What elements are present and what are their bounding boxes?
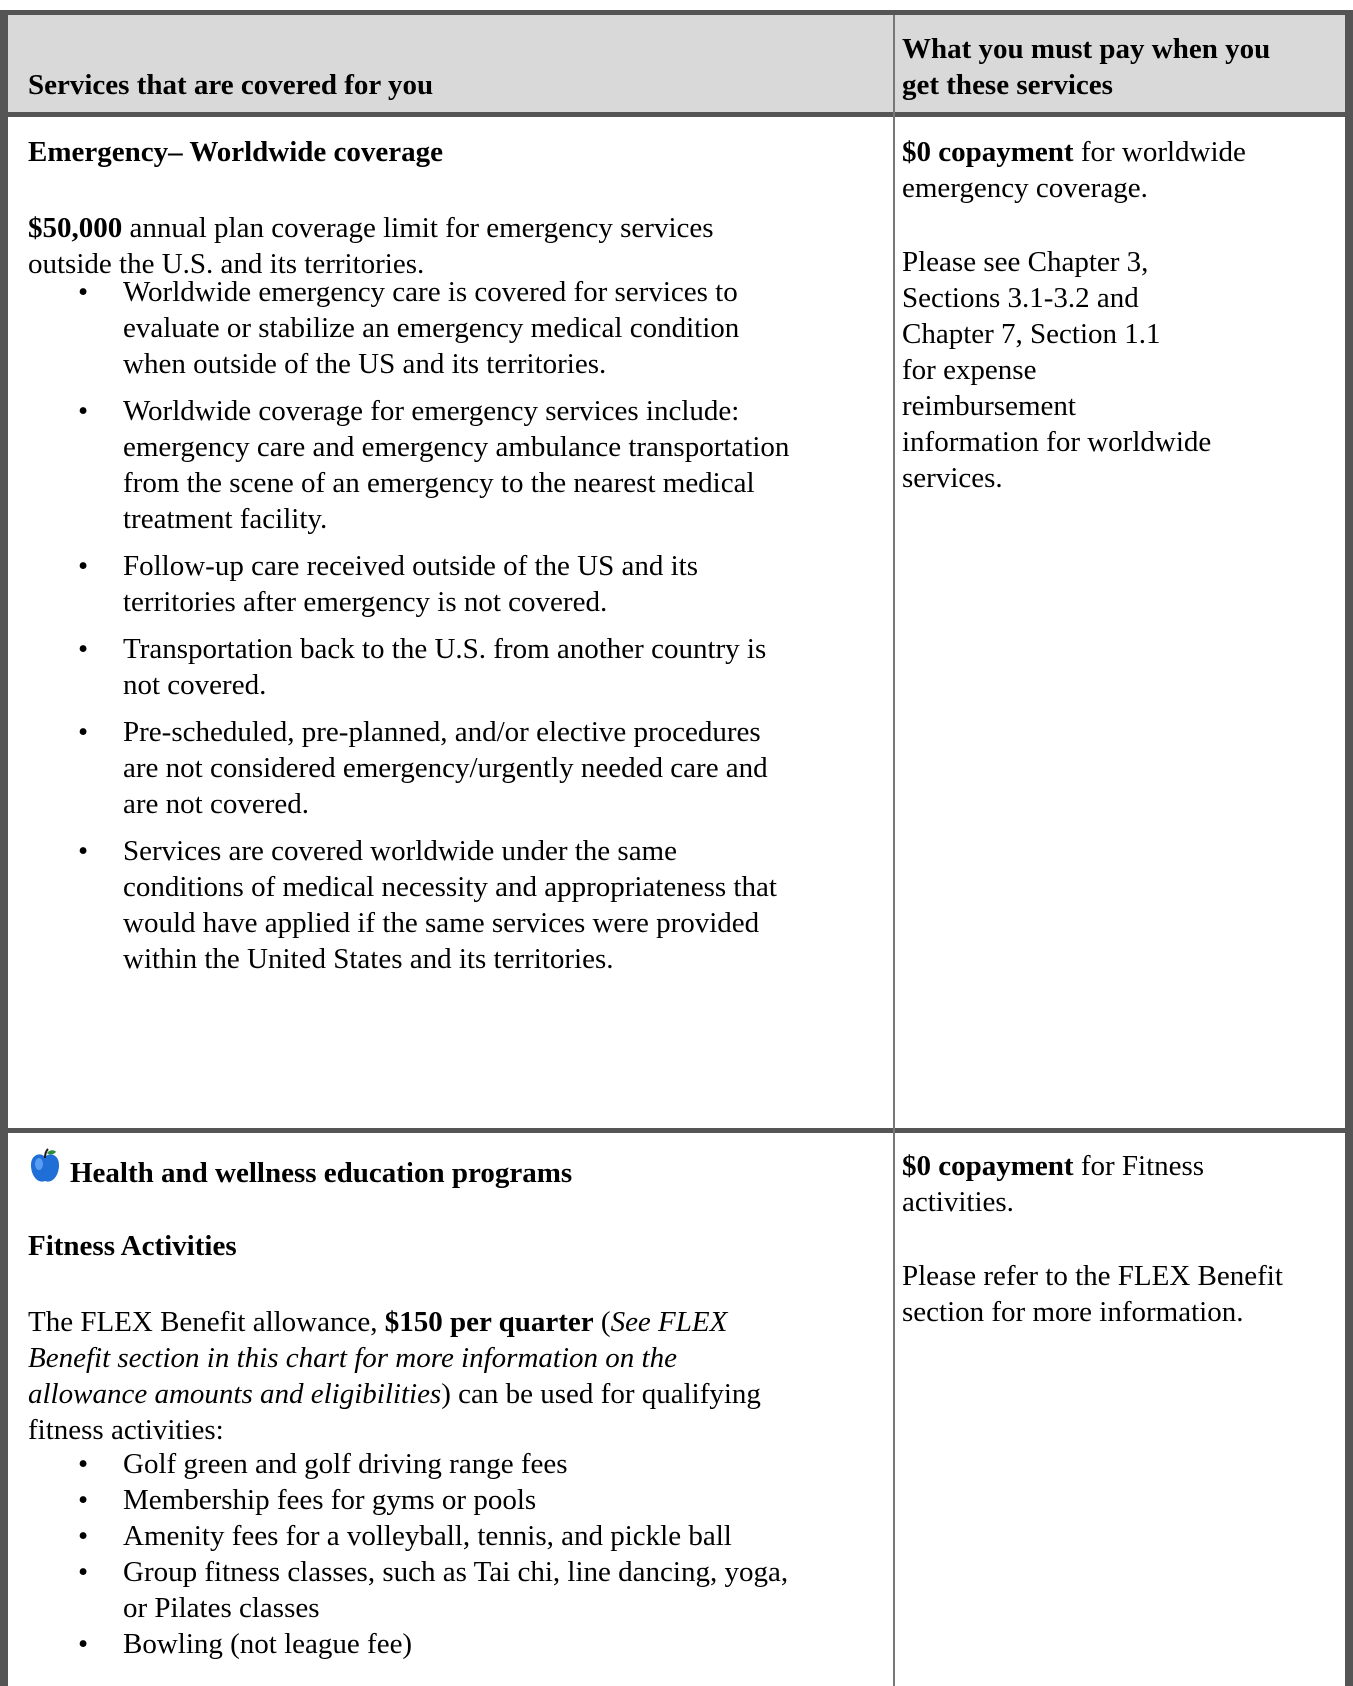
list-item-line: are not covered. (123, 788, 309, 820)
wellness-intro-line2: Benefit section in this chart for more information on the (28, 1342, 677, 1374)
list-item (28, 274, 789, 382)
pay-note-line: reimbursement (902, 390, 1076, 422)
list-item-line: • Group fitness classes, such as Tai chi, line dancing, yoga, (123, 1556, 789, 1588)
list-item (28, 393, 789, 537)
list-item-line: • Services are covered worldwide under the same (123, 835, 677, 867)
emergency-title: Emergency– Worldwide coverage (28, 136, 444, 168)
list-item (28, 1554, 788, 1626)
wellness-intro-line3: allowance amounts and eligibilities) can be used for qualifying (28, 1378, 761, 1410)
list-item-line: not covered. (123, 669, 267, 701)
list-item-line: from the scene of an emergency to the nearest medical (123, 467, 755, 499)
list-item (28, 631, 789, 703)
wellness-pay-note-line1: Please refer to the FLEX Benefit (902, 1260, 1283, 1292)
list-item-line: within the United States and its territories. (123, 943, 614, 975)
wellness-pay-note-line2: section for more information. (902, 1296, 1244, 1328)
emergency-pay-line2: emergency coverage. (902, 172, 1148, 204)
list-item-line: would have applied if the same services were provided (123, 907, 760, 939)
list-item (28, 1446, 788, 1482)
emergency-pay-line1: $0 copayment for worldwide (902, 136, 1246, 168)
wellness-title: Health and wellness education programs (70, 1157, 573, 1189)
pay-note-line: Please see Chapter 3, (902, 246, 1149, 278)
list-item-line: conditions of medical necessity and appropriateness that (123, 871, 777, 903)
emergency-pay-note (902, 244, 1211, 496)
list-item-line: territories after emergency is not covered. (123, 586, 608, 618)
wellness-pay-line1: $0 copayment for Fitness (902, 1150, 1205, 1182)
pay-note-line: Sections 3.1-3.2 and (902, 282, 1139, 314)
list-item (28, 1518, 788, 1554)
list-item (28, 714, 789, 822)
wellness-copay-amount: $0 copayment (902, 1150, 1074, 1182)
list-item-line: • Golf green and golf driving range fees (123, 1448, 568, 1480)
emergency-copay-amount: $0 copayment (902, 136, 1074, 168)
list-item-line: • Membership fees for gyms or pools (123, 1484, 537, 1516)
table-left-border (0, 10, 8, 1686)
list-item-line: • Follow-up care received outside of the US and its (123, 550, 699, 582)
wellness-intro-line4: fitness activities: (28, 1414, 224, 1446)
list-item-line: or Pilates classes (123, 1592, 320, 1624)
pay-note-line: information for worldwide (902, 426, 1212, 458)
pay-note-line: services. (902, 462, 1003, 494)
wellness-subtitle: Fitness Activities (28, 1230, 237, 1262)
emergency-limit-line2: outside the U.S. and its territories. (28, 248, 425, 280)
row-divider (0, 1128, 1353, 1133)
wellness-intro-line1: The FLEX Benefit allowance, $150 per quarter (See FLEX (28, 1306, 728, 1338)
list-item-line: • Worldwide emergency care is covered for services to (123, 276, 738, 308)
header-payment-line1: What you must pay when you (902, 33, 1271, 65)
header-payment-line2: get these services (902, 69, 1113, 101)
list-item-line: • Amenity fees for a volleyball, tennis, and pickle ball (123, 1520, 732, 1552)
emergency-limit-amount: $50,000 (28, 212, 123, 244)
header-divider (0, 112, 1353, 117)
list-item-line: • Transportation back to the U.S. from another country is (123, 633, 767, 665)
list-item-line: are not considered emergency/urgently needed care and (123, 752, 768, 784)
list-item-line: evaluate or stabilize an emergency medical condition (123, 312, 740, 344)
list-item (28, 833, 789, 977)
pay-note-line: Chapter 7, Section 1.1 (902, 318, 1161, 350)
wellness-bullet-list (28, 1446, 788, 1662)
list-item-line: • Bowling (not league fee) (123, 1628, 413, 1660)
apple-icon (28, 1148, 62, 1186)
list-item (28, 1626, 788, 1662)
list-item-line: when outside of the US and its territories. (123, 348, 607, 380)
table-right-border (1345, 10, 1353, 1686)
emergency-limit-line1: $50,000 annual plan coverage limit for emergency services (28, 212, 714, 244)
list-item (28, 548, 789, 620)
pay-note-line: for expense (902, 354, 1037, 386)
list-item (28, 1482, 788, 1518)
allowance-amount: $150 per quarter (384, 1306, 594, 1338)
list-item-line: treatment facility. (123, 503, 328, 535)
list-item-line: • Worldwide coverage for emergency services include: (123, 395, 740, 427)
emergency-bullet-list (28, 274, 789, 977)
wellness-pay-line2: activities. (902, 1186, 1014, 1218)
list-item-line: • Pre-scheduled, pre-planned, and/or elective procedures (123, 716, 761, 748)
list-item-line: emergency care and emergency ambulance transportation (123, 431, 790, 463)
header-services-covered: Services that are covered for you (28, 69, 434, 101)
column-divider (893, 15, 895, 1686)
